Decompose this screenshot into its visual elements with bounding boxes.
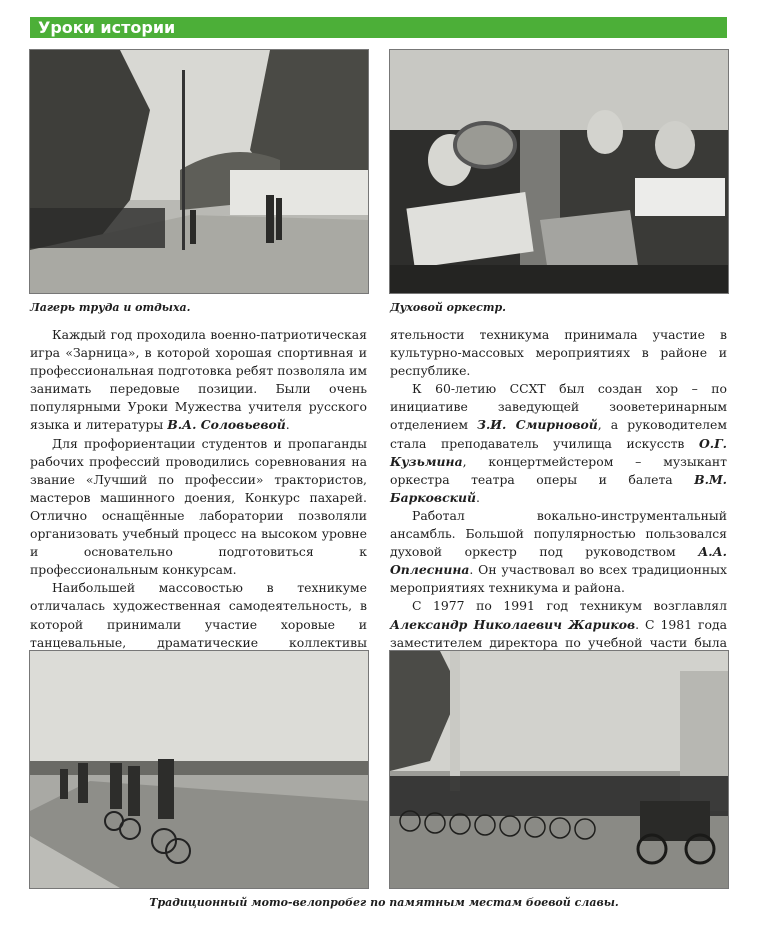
text-column-left	[30, 326, 367, 670]
section-header-bar	[30, 17, 727, 38]
paragraph-text: К 60-летию ССХТ был создан хор – по инициативе заведующей зооветеринарным отделением	[390, 381, 727, 433]
paragraph-text: Работал вокально-инструментальный ансамбль. Большой популярностью пользовался духовой оркестр под руководством	[390, 507, 727, 560]
person-name: З.И. Смирновой	[477, 417, 598, 433]
paragraph-career-guidance: Для профориентации студентов и пропаганды рабочих профессий проводились соревнования на звание «Лучший по профессии» трактористов, мастеров машинного доения, Конкурс пахарей. Отлично оснащённые лаборатории позволяли организовать учебный процесс на высоком уровне и основательно подготовиться к профессиональным конкурсам.	[30, 435, 367, 578]
text-column-right	[390, 326, 727, 688]
caption-labor-camp: Лагерь труда и отдыха.	[30, 301, 191, 314]
section-title: Уроки истории	[38, 18, 176, 37]
paragraph-ensemble	[390, 507, 727, 597]
paragraph-continuation: ятельности техникума принимала участие в культурно-массовых мероприятиях в районе и республике.	[390, 327, 727, 379]
paragraph-text: Каждый год проходила военно-патриотическая игра «Зарница», в которой хорошая спортивная и профессиональная подготовка ребят позволяла им занимать передовые позиции. Были очень популярными Уроки Мужества учителя русского языка и литературы	[30, 327, 367, 433]
photo-bicycle-rally	[29, 650, 369, 889]
paragraph-end: .	[476, 489, 480, 505]
paragraph-amateur-art: Наибольшей массовостью в техникуме отличалась художественная самодеятельность, в которой принимали участие хоровые и танцевальные, драматические коллективы	[30, 580, 367, 650]
photo-brass-orchestra	[389, 49, 729, 294]
paragraph-text: . Он участвовал во всех традиционных мероприятиях техникума и района.	[390, 562, 727, 596]
paragraph-zarnitsa	[30, 326, 367, 435]
photo-brass-orchestra-image	[390, 50, 728, 293]
paragraph-end: .	[285, 417, 290, 433]
paragraph-text: , концертмейстером – музыкант оркестра театра оперы и балета	[390, 453, 727, 487]
caption-brass-orchestra: Духовой оркестр.	[390, 301, 506, 314]
person-name: Александр Николаевич Жариков	[390, 616, 636, 632]
paragraph-text: С 1977 по 1991 год техникум возглавлял	[412, 598, 727, 614]
photo-bicycle-rally-image	[30, 651, 368, 888]
photo-labor-camp	[29, 49, 369, 294]
person-name: В.М. Барковский	[390, 471, 727, 505]
paragraph-text: , а руководителем стала преподаватель училища искусств	[390, 417, 727, 451]
paragraph-text: . С 1981 года заместителем директора по учебной части была	[390, 616, 727, 650]
person-name: В.А. Соловьевой	[167, 417, 286, 433]
person-name: О.Г. Кузьмина	[390, 435, 727, 469]
photo-moto-rally-image	[390, 651, 728, 888]
photo-labor-camp-image	[30, 50, 368, 293]
caption-moto-rally: Традиционный мото-велопробег по памятным местам боевой славы.	[149, 896, 619, 909]
photo-moto-rally	[389, 650, 729, 889]
person-name: А.А. Оплеснина	[390, 544, 727, 578]
paragraph-choir	[390, 380, 727, 507]
